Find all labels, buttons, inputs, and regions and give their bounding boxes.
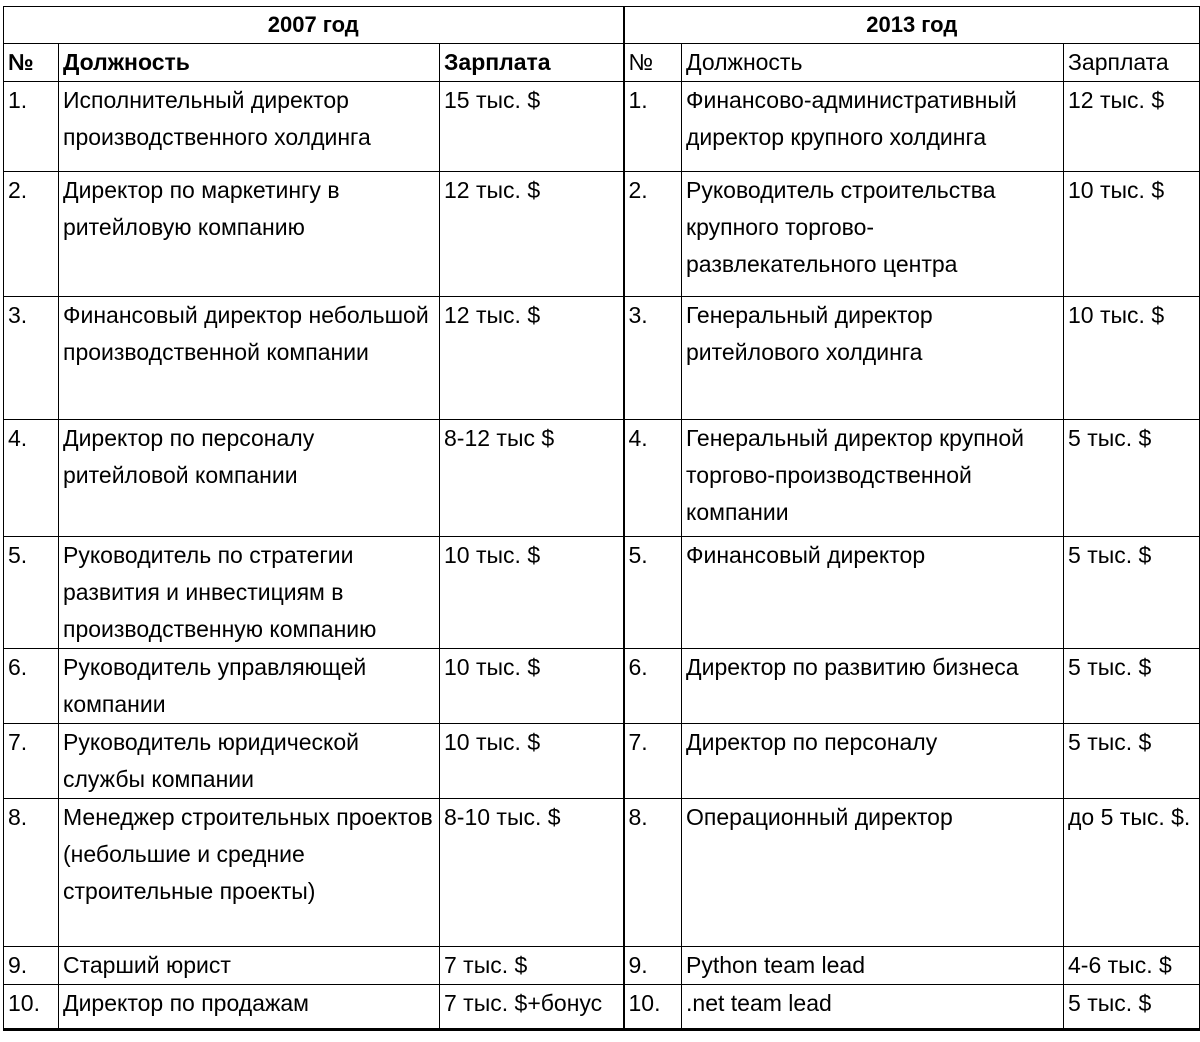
left-row-num: 4. bbox=[4, 420, 59, 537]
right-row-num: 1. bbox=[624, 82, 682, 172]
right-row-position: .net team lead bbox=[682, 985, 1064, 1030]
year-2013-header: 2013 год bbox=[624, 7, 1200, 44]
table-row bbox=[4, 985, 1200, 1030]
left-row-position: Директор по маркетингу в ритейловую компанию bbox=[59, 172, 440, 297]
right-row-salary: 5 тыс. $ bbox=[1064, 649, 1200, 724]
left-row-salary: 8-12 тыс $ bbox=[440, 420, 624, 537]
table-row bbox=[4, 172, 1200, 297]
right-row-num: 2. bbox=[624, 172, 682, 297]
left-num-header: № bbox=[4, 44, 59, 82]
left-salary-header: Зарплата bbox=[440, 44, 624, 82]
right-row-num: 8. bbox=[624, 799, 682, 947]
right-row-num: 6. bbox=[624, 649, 682, 724]
left-row-num: 9. bbox=[4, 947, 59, 985]
right-row-num: 9. bbox=[624, 947, 682, 985]
right-row-num: 10. bbox=[624, 985, 682, 1030]
right-row-position: Финансово-административный директор крупного холдинга bbox=[682, 82, 1064, 172]
right-row-position: Операционный директор bbox=[682, 799, 1064, 947]
left-row-position: Исполнительный директор производственного холдинга bbox=[59, 82, 440, 172]
left-row-num: 10. bbox=[4, 985, 59, 1030]
table-row bbox=[4, 297, 1200, 420]
left-row-salary: 10 тыс. $ bbox=[440, 537, 624, 649]
left-row-num: 8. bbox=[4, 799, 59, 947]
right-row-num: 3. bbox=[624, 297, 682, 420]
right-row-salary: 12 тыс. $ bbox=[1064, 82, 1200, 172]
left-row-salary: 10 тыс. $ bbox=[440, 649, 624, 724]
left-row-salary: 8-10 тыс. $ bbox=[440, 799, 624, 947]
left-row-position: Руководитель управляющей компании bbox=[59, 649, 440, 724]
left-row-salary: 7 тыс. $+бонус bbox=[440, 985, 624, 1030]
left-position-header: Должность bbox=[59, 44, 440, 82]
left-row-position: Директор по продажам bbox=[59, 985, 440, 1030]
right-row-position: Директор по развитию бизнеса bbox=[682, 649, 1064, 724]
left-row-position: Менеджер строительных проектов (небольшие и средние строительные проекты) bbox=[59, 799, 440, 947]
right-row-salary: 5 тыс. $ bbox=[1064, 420, 1200, 537]
table-row bbox=[4, 724, 1200, 799]
right-row-num: 4. bbox=[624, 420, 682, 537]
left-row-position: Директор по персоналу ритейловой компании bbox=[59, 420, 440, 537]
right-row-position: Генеральный директор ритейлового холдинга bbox=[682, 297, 1064, 420]
right-salary-header: Зарплата bbox=[1064, 44, 1200, 82]
table-row bbox=[4, 947, 1200, 985]
right-row-salary: 5 тыс. $ bbox=[1064, 724, 1200, 799]
left-row-num: 1. bbox=[4, 82, 59, 172]
right-row-salary: 5 тыс. $ bbox=[1064, 985, 1200, 1030]
right-num-header: № bbox=[624, 44, 682, 82]
left-row-position: Руководитель по стратегии развития и инвестициям в производственную компанию bbox=[59, 537, 440, 649]
left-row-num: 6. bbox=[4, 649, 59, 724]
left-row-salary: 10 тыс. $ bbox=[440, 724, 624, 799]
right-row-salary: 4-6 тыс. $ bbox=[1064, 947, 1200, 985]
right-row-position: Директор по персоналу bbox=[682, 724, 1064, 799]
left-row-num: 7. bbox=[4, 724, 59, 799]
left-row-position: Старший юрист bbox=[59, 947, 440, 985]
right-position-header: Должность bbox=[682, 44, 1064, 82]
right-row-salary: 10 тыс. $ bbox=[1064, 172, 1200, 297]
right-row-num: 5. bbox=[624, 537, 682, 649]
table-row bbox=[4, 799, 1200, 947]
column-header-row bbox=[4, 44, 1200, 82]
right-row-salary: до 5 тыс. $. bbox=[1064, 799, 1200, 947]
salary-comparison-table bbox=[3, 6, 1200, 1031]
left-row-salary: 12 тыс. $ bbox=[440, 297, 624, 420]
left-row-position: Финансовый директор небольшой производственной компании bbox=[59, 297, 440, 420]
left-row-salary: 7 тыс. $ bbox=[440, 947, 624, 985]
year-2007-header: 2007 год bbox=[4, 7, 624, 44]
right-row-position: Финансовый директор bbox=[682, 537, 1064, 649]
left-row-num: 3. bbox=[4, 297, 59, 420]
right-row-position: Генеральный директор крупной торгово-производственной компании bbox=[682, 420, 1064, 537]
table-row bbox=[4, 537, 1200, 649]
right-row-salary: 10 тыс. $ bbox=[1064, 297, 1200, 420]
right-row-position: Руководитель строительства крупного торгово-развлекательного центра bbox=[682, 172, 1064, 297]
table-row bbox=[4, 649, 1200, 724]
right-row-position: Python team lead bbox=[682, 947, 1064, 985]
left-row-num: 5. bbox=[4, 537, 59, 649]
table-row bbox=[4, 82, 1200, 172]
left-row-salary: 15 тыс. $ bbox=[440, 82, 624, 172]
right-row-num: 7. bbox=[624, 724, 682, 799]
left-row-position: Руководитель юридической службы компании bbox=[59, 724, 440, 799]
left-row-num: 2. bbox=[4, 172, 59, 297]
year-header-row bbox=[4, 7, 1200, 44]
right-row-salary: 5 тыс. $ bbox=[1064, 537, 1200, 649]
left-row-salary: 12 тыс. $ bbox=[440, 172, 624, 297]
table-row bbox=[4, 420, 1200, 537]
